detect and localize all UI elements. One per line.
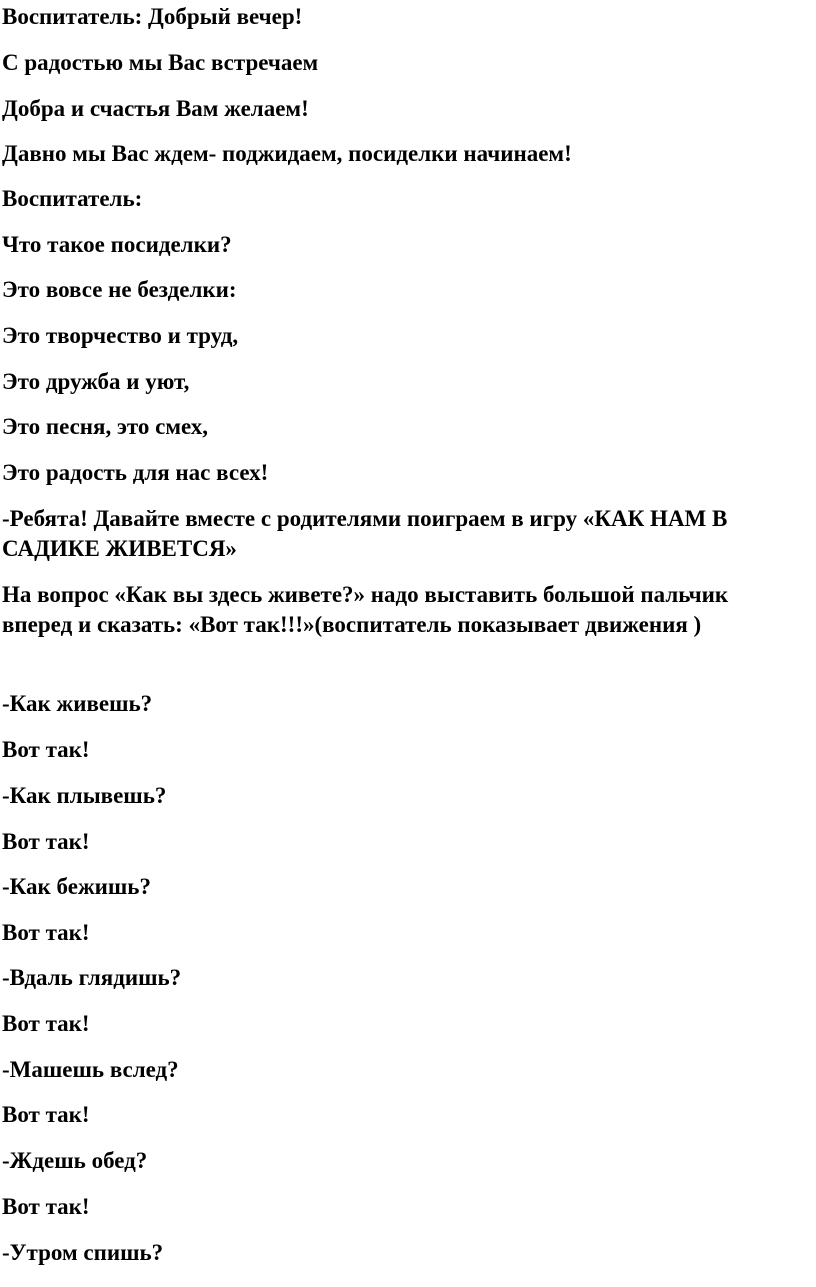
paragraph: -Машешь вслед? [2,1057,179,1082]
paragraph: Это вовсе не безделки: [2,277,237,302]
paragraph: Что такое посиделки? [2,232,232,257]
paragraph: Воспитатель: [2,186,143,211]
paragraph: -Ждешь обед? [2,1148,148,1173]
paragraph: Воспитатель: Добрый вечер! [2,4,303,29]
paragraph: Вот так! [2,1194,90,1219]
paragraph: На вопрос «Как вы здесь живете?» надо выставить большой пальчик вперед и сказать: «Вот так!!!»(воспитатель показывает движения ) [2,582,729,637]
paragraph: Вот так! [2,1102,90,1127]
paragraph: Давно мы Вас ждем- поджидаем, посиделки начинаем! [2,141,572,166]
paragraph: С радостью мы Вас встречаем [2,50,319,75]
paragraph: Вот так! [2,737,90,762]
paragraph: Вот так! [2,829,90,854]
paragraph: Это творчество и труд, [2,323,239,348]
paragraph: -Ребята! Давайте вместе с родителями поиграем в игру «КАК НАМ В САДИКЕ ЖИВЕТСЯ» [2,506,728,561]
paragraph: -Вдаль глядишь? [2,965,182,990]
paragraph: -Как бежишь? [2,874,151,899]
paragraph: -Утром спишь? [2,1240,164,1265]
paragraph: -Как плывешь? [2,783,167,808]
paragraph: Вот так! [2,920,90,945]
paragraph: Это дружба и уют, [2,369,190,394]
paragraph: Добра и счастья Вам желаем! [2,96,309,121]
paragraph: -Как живешь? [2,691,153,716]
paragraph: Это радость для нас всех! [2,460,269,485]
paragraph: Вот так! [2,1011,90,1036]
paragraph: Это песня, это смех, [2,414,209,439]
